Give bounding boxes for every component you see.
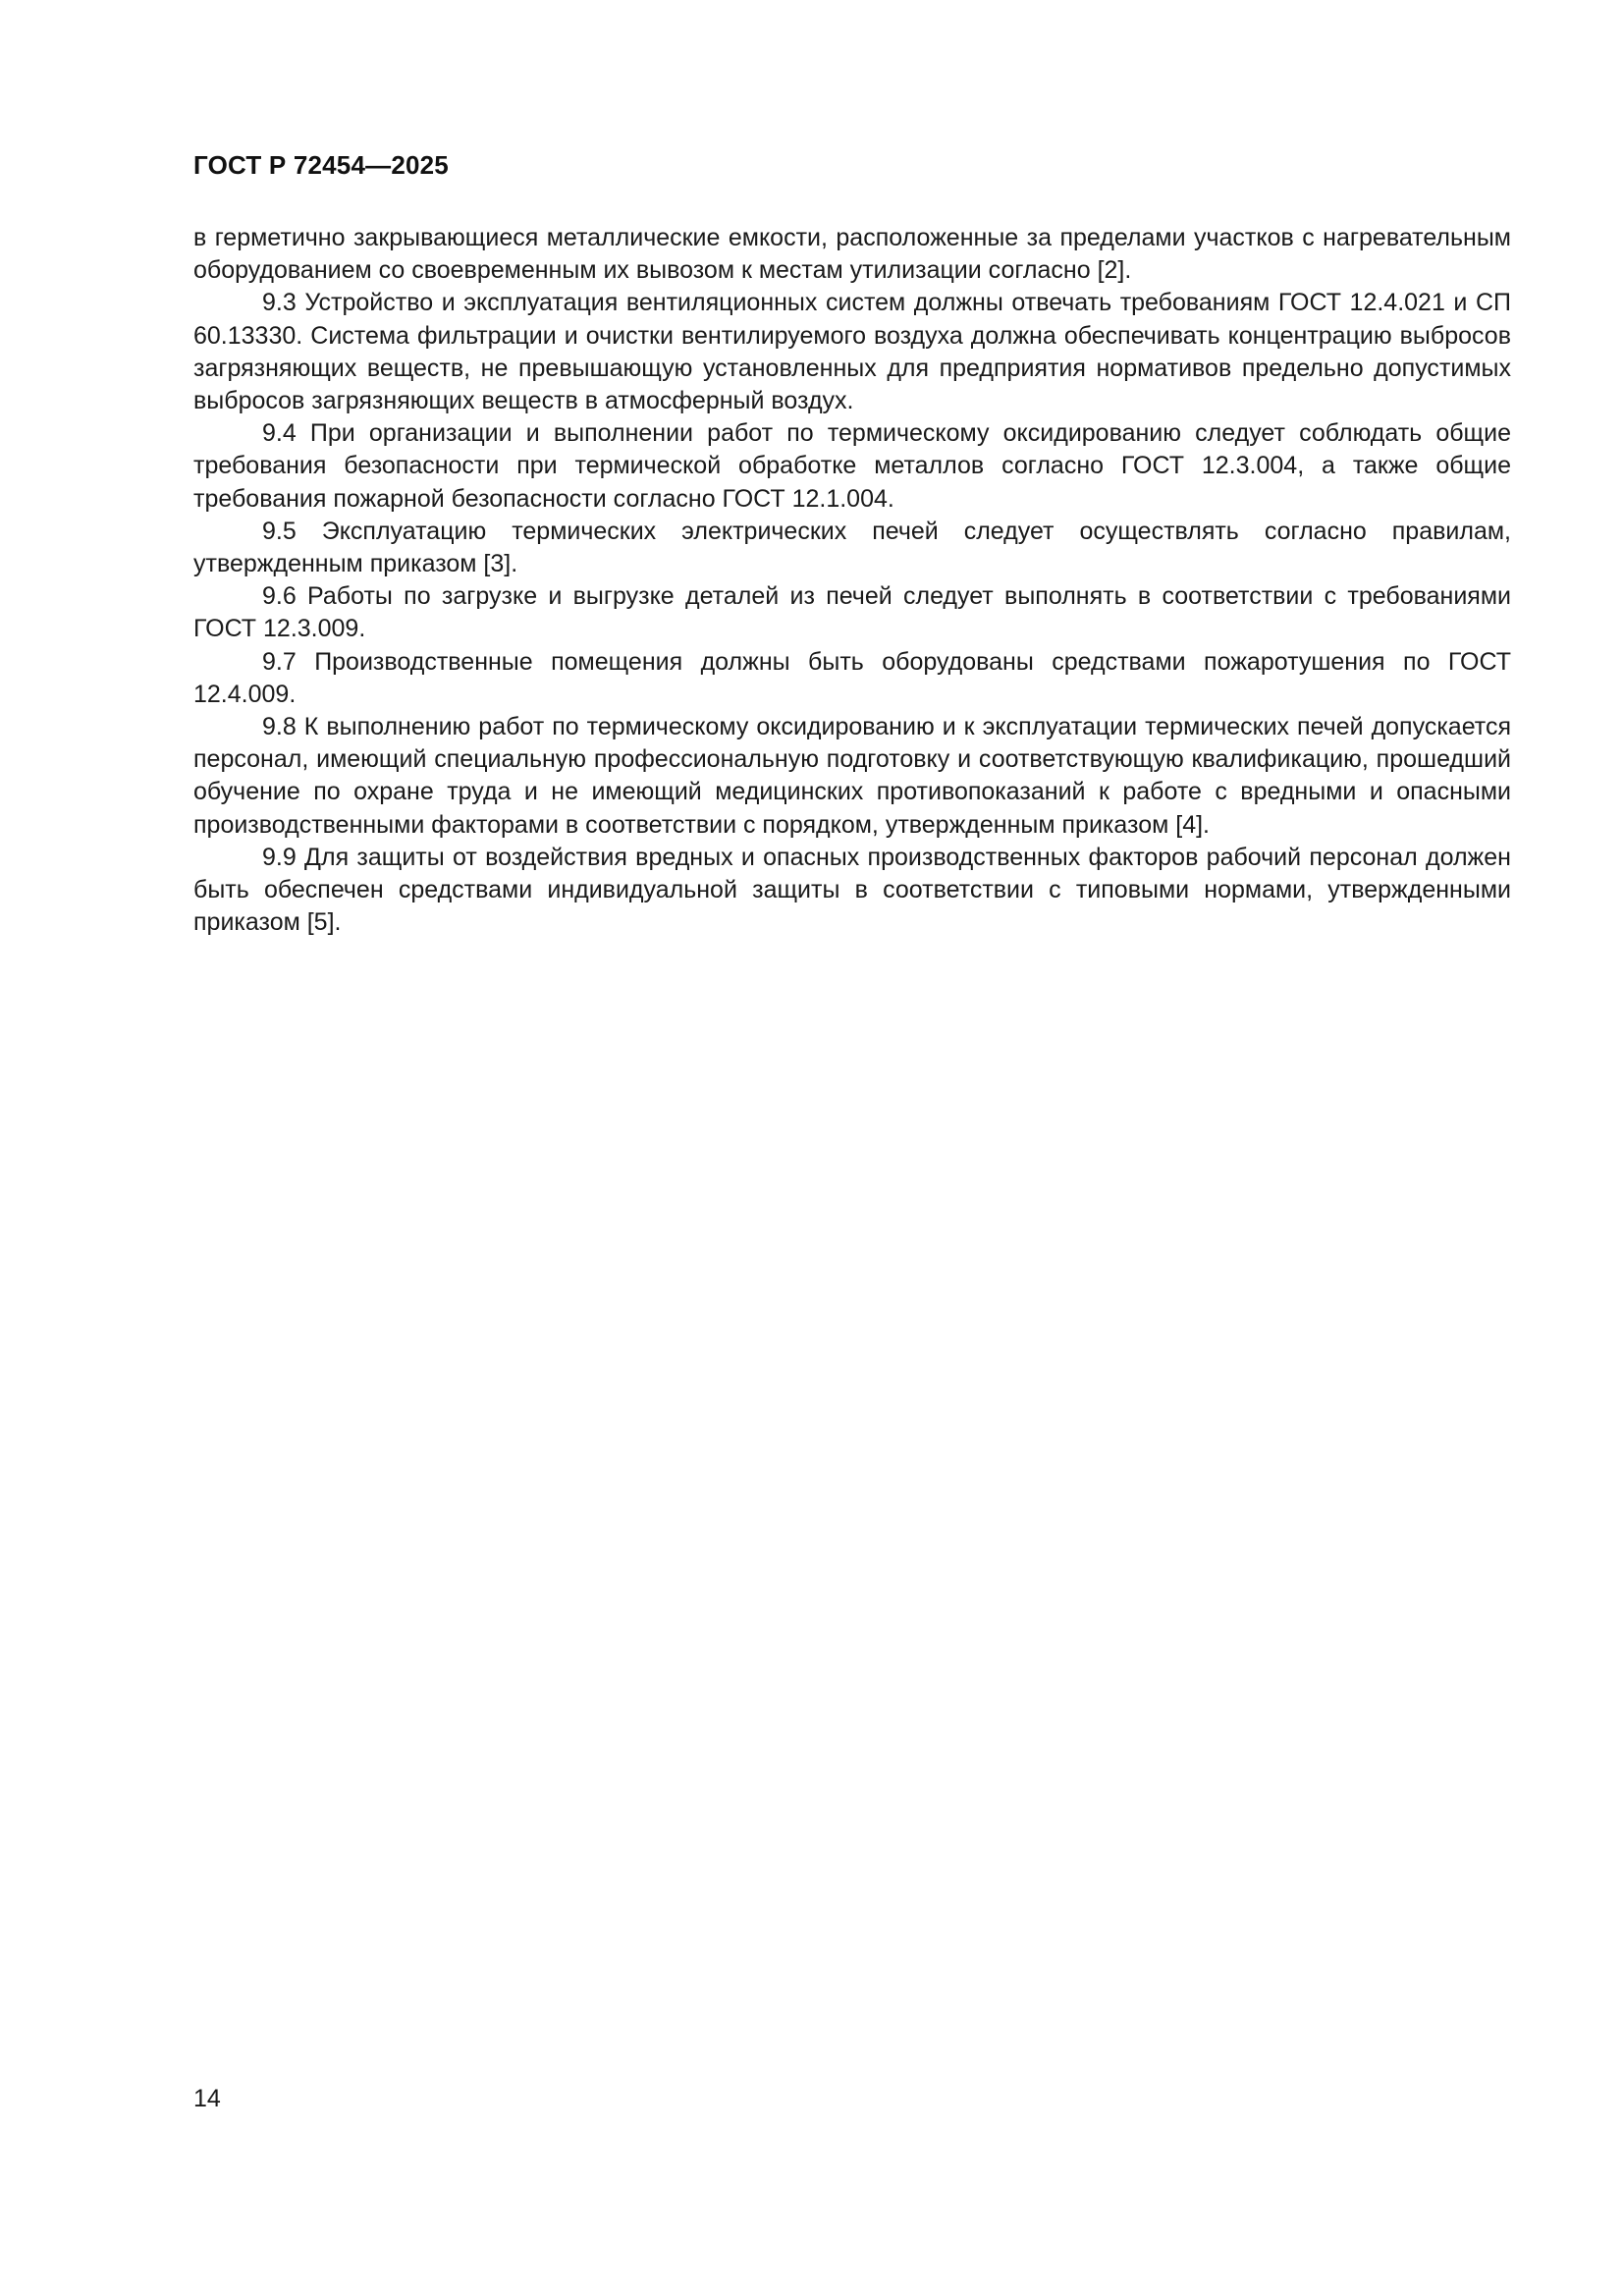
paragraph-continuation: в герметично закрывающиеся металлические емкости, расположенные за пределами участков с нагревательным оборудованием со своевременным их вывозом к местам утилизации согласно [2].: [193, 224, 1511, 285]
paragraph-9-4: 9.4 При организации и выполнении работ по термическому оксидированию следует соблюдать общие требования безопасности при термической обработке металлов согласно ГОСТ 12.3.004, а также общие требования пожарной безопасности согласно ГОСТ 12.1.004.: [193, 419, 1511, 513]
paragraph-9-6: 9.6 Работы по загрузке и выгрузке деталей из печей следует выполнять в соответствии с требованиями ГОСТ 12.3.009.: [193, 582, 1511, 643]
document-code-header: ГОСТ Р 72454—2025: [193, 150, 449, 180]
paragraph-9-5: 9.5 Эксплуатацию термических электрических печей следует осуществлять согласно правилам, утвержденным приказом [3].: [193, 517, 1511, 578]
paragraph-9-8: 9.8 К выполнению работ по термическому оксидированию и к эксплуатации термических печей допускается персонал, имеющий специальную профессиональную подготовку и соответствующую квалификацию, прошедший обучение по охране труда и не имеющий медицинских противопоказаний к работе с вредными и опасными производственными факторами в соответствии с порядком, утвержденным приказом [4].: [193, 713, 1511, 839]
paragraph-9-9: 9.9 Для защиты от воздействия вредных и опасных производственных факторов рабочий персонал должен быть обеспечен средствами индивидуальной защиты в соответствии с типовыми нормами, утвержденными приказом [5].: [193, 843, 1511, 937]
page-number: 14: [193, 2085, 221, 2112]
paragraph-9-7: 9.7 Производственные помещения должны быть оборудованы средствами пожаротушения по ГОСТ 12.4.009.: [193, 647, 1511, 708]
document-body: [193, 222, 1511, 939]
paragraph-9-3: 9.3 Устройство и эксплуатация вентиляционных систем должны отвечать требованиям ГОСТ 12.4.021 и СП 60.13330. Система фильтрации и очистки вентилируемого воздуха должна обеспечивать концентрацию выбросов загрязняющих веществ, не превышающую установленных для предприятия нормативов предельно допустимых выбросов загрязняющих веществ в атмосферный воздух.: [193, 289, 1511, 415]
